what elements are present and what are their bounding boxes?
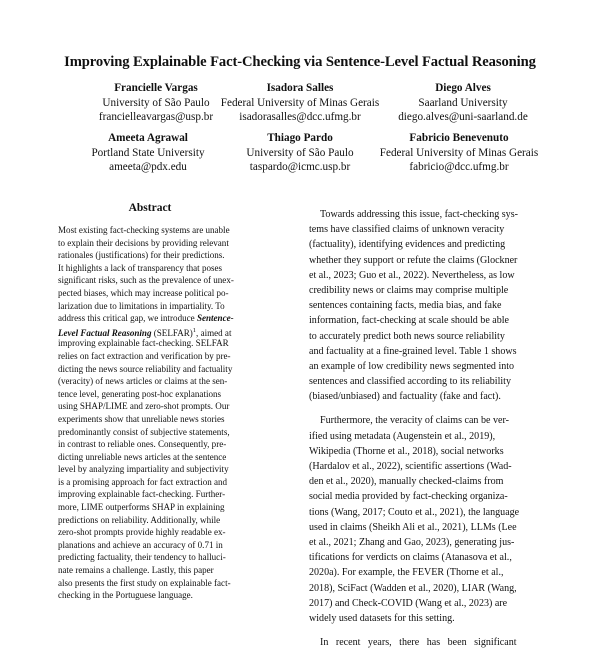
intro-line: whether they support or refute the claims (Glockner: [309, 254, 518, 266]
intro-line: tions (Wang, 2017; Couto et al., 2021), the language: [309, 506, 520, 518]
abstract-heading: Abstract: [128, 202, 172, 214]
intro-line: (Hardalov et al., 2022), scientific assertions (Wad-: [309, 461, 512, 472]
abstract-line: checking in the Portuguese language.: [58, 590, 193, 601]
intro-line: den et al., 2020), manually checked-claims from: [309, 476, 504, 488]
abstract-acronym: (SELFAR): [151, 327, 193, 338]
abstract-line: relies on fact extraction and verification by pre-: [58, 350, 231, 361]
intro-line: sentences and classified according to its reliability: [309, 376, 511, 388]
abstract-line: zero-shot prompts provide highly readable ex-: [58, 527, 226, 538]
author-affiliation: Federal University of Minas Gerais: [379, 146, 539, 159]
intro-line: information, fact-checking at scale should be able: [309, 315, 510, 327]
abstract-line: dicting unreliable news articles at the sentence: [58, 451, 227, 462]
intro-line: 2020a). For example, the FEVER (Thorne et al.,: [309, 567, 504, 579]
abstract-line: is a promising approach for fact extraction and: [58, 476, 228, 487]
abstract-line: planations and achieve an accuracy of 0.71 in: [58, 539, 223, 550]
author-affiliation: University of São Paulo: [102, 96, 210, 109]
intro-line: et al., 2021; Zhang and Gao, 2023), generating jus-: [309, 536, 515, 548]
author-affiliation: Federal University of Minas Gerais: [220, 96, 380, 109]
author-name: Francielle Vargas: [114, 82, 198, 94]
abstract-line: to explain their decisions by providing relevant: [58, 237, 229, 248]
paper-title: Improving Explainable Fact-Checking via Sentence-Level Factual Reasoning: [64, 54, 536, 70]
abstract-line: rationales (justifications) for their predictions.: [58, 250, 225, 261]
author-email: diego.alves@uni-saarland.de: [398, 111, 528, 124]
abstract-line: improving explainable fact-checking. Further-: [58, 489, 226, 500]
abstract-line: nate remains a challenge. Lastly, this paper: [58, 565, 214, 576]
author-email: fabricio@dcc.ufmg.br: [409, 161, 509, 174]
intro-column: [309, 207, 552, 650]
intro-line: et al., 2023; Guo et al., 2022). Nevertheless, as low: [309, 269, 515, 281]
intro-line: Furthermore, the veracity of claims can be ver-: [320, 415, 509, 427]
intro-line: In recent years, there has been significant: [320, 637, 517, 649]
intro-line: (factuality), identifying evidences and predicting: [309, 239, 506, 251]
author-name: Isadora Salles: [266, 82, 334, 94]
intro-paragraph-1: [309, 207, 552, 404]
intro-line: an example of low credibility news segmented into: [309, 360, 515, 372]
footnote-marker[interactable]: 1: [192, 326, 197, 334]
abstract-line: using SHAP/LIME and zero-shot prompts. Our: [58, 401, 230, 412]
intro-line: tifications for verdicts on claims (Atanasova et al.,: [309, 552, 512, 564]
abstract-line: tence level, generating post-hoc explanations: [58, 388, 222, 399]
author-block-3: [368, 81, 558, 125]
abstract-line: level by analyzing impartiality and subjectivity: [58, 464, 229, 475]
author-email: francielleavargas@usp.br: [98, 111, 214, 124]
intro-line: to accurately predict both news source reliability: [309, 330, 505, 342]
intro-line: sentences containing facts, media bias, and fake: [309, 300, 502, 312]
intro-line: ified using metadata (Augenstein et al., 2019),: [309, 430, 496, 442]
intro-line: and factuality at a fine-grained level. Table 1 shows: [309, 345, 517, 357]
abstract-line: dicting the news source reliability and factuality: [58, 363, 233, 374]
intro-line: 2018), SciFact (Wadden et al., 2020), LIAR (Wang,: [309, 582, 517, 594]
abstract-line-mixed: [58, 312, 289, 325]
intro-line: (biased/unbiased) and factuality (fake and fact).: [309, 391, 501, 403]
abstract-line: It highlights a lack of transparency that poses: [58, 262, 223, 273]
abstract-line: larization due to limitations in impartiality. To: [58, 300, 225, 311]
intro-line: 2017) and Check-COVID (Wang et al., 2023) are: [309, 597, 508, 609]
abstract-line: predictions on reliability. Additionally, while: [58, 514, 221, 525]
intro-line: social media provided by fact-checking organiza-: [309, 491, 508, 503]
abstract-line: predicting factuality, their tendency to halluci-: [58, 552, 226, 563]
intro-line: Towards addressing this issue, fact-checking sys-: [320, 209, 518, 220]
abstract-line: experiments show that unreliable news stories: [58, 413, 225, 424]
abstract-line: (veracity) of news articles or claims at the sen-: [58, 376, 228, 387]
abstract-line: pected biases, which may increase political po-: [58, 287, 229, 298]
author-affiliation: Saarland University: [418, 96, 508, 109]
method-name-italic-1: Sentence-: [196, 313, 234, 324]
abstract-line: predominantly consist of subjective statements,: [58, 426, 230, 437]
author-name: Thiago Pardo: [267, 132, 333, 144]
abstract-line: Most existing fact-checking systems are unable: [58, 225, 230, 235]
abstract-line-mixed: [58, 325, 289, 338]
intro-line: tems have classified claims of unknown veracity: [309, 224, 505, 236]
intro-line: used in claims (Sheikh Ali et al., 2021), LLMs (Lee: [309, 521, 517, 533]
intro-line: credibility news or claims may comprise multiple: [309, 284, 509, 296]
author-email: taspardo@icmc.usp.br: [249, 161, 351, 174]
abstract-line: in contrast to reliable ones. Consequently, pre-: [58, 439, 227, 450]
author-block-2: [205, 81, 395, 125]
author-affiliation: University of São Paulo: [246, 146, 354, 159]
intro-line: Wikipedia (Thorne et al., 2018), social networks: [309, 445, 504, 457]
intro-line: widely used datasets for this setting.: [309, 612, 455, 624]
intro-paragraph-3: [309, 635, 552, 650]
abstract-line: significant risks, such as the prevalence of unex-: [58, 275, 234, 286]
abstract-line: also presents the first study on explainable fact-: [58, 577, 231, 588]
author-name: Fabricio Benevenuto: [409, 132, 509, 144]
abstract-line: more, LIME outperforms SHAP in explaining: [58, 502, 225, 513]
abstract-line: improving explainable fact-checking. SELFAR: [58, 338, 229, 349]
abstract-line-text: address this critical gap, we introduce: [58, 313, 197, 324]
author-name: Diego Alves: [435, 82, 491, 94]
author-email: ameeta@pdx.edu: [109, 161, 187, 174]
author-block-6: [364, 131, 554, 175]
method-name-italic-2: Level Factual Reasoning: [58, 327, 152, 338]
author-email: isadorasalles@dcc.ufmg.br: [239, 111, 361, 124]
author-affiliation: Portland State University: [91, 146, 205, 159]
abstract-line-text: , aimed at: [196, 327, 232, 338]
author-name: Ameeta Agrawal: [108, 132, 188, 144]
intro-paragraph-2: [309, 413, 552, 626]
abstract-body: [58, 224, 289, 602]
